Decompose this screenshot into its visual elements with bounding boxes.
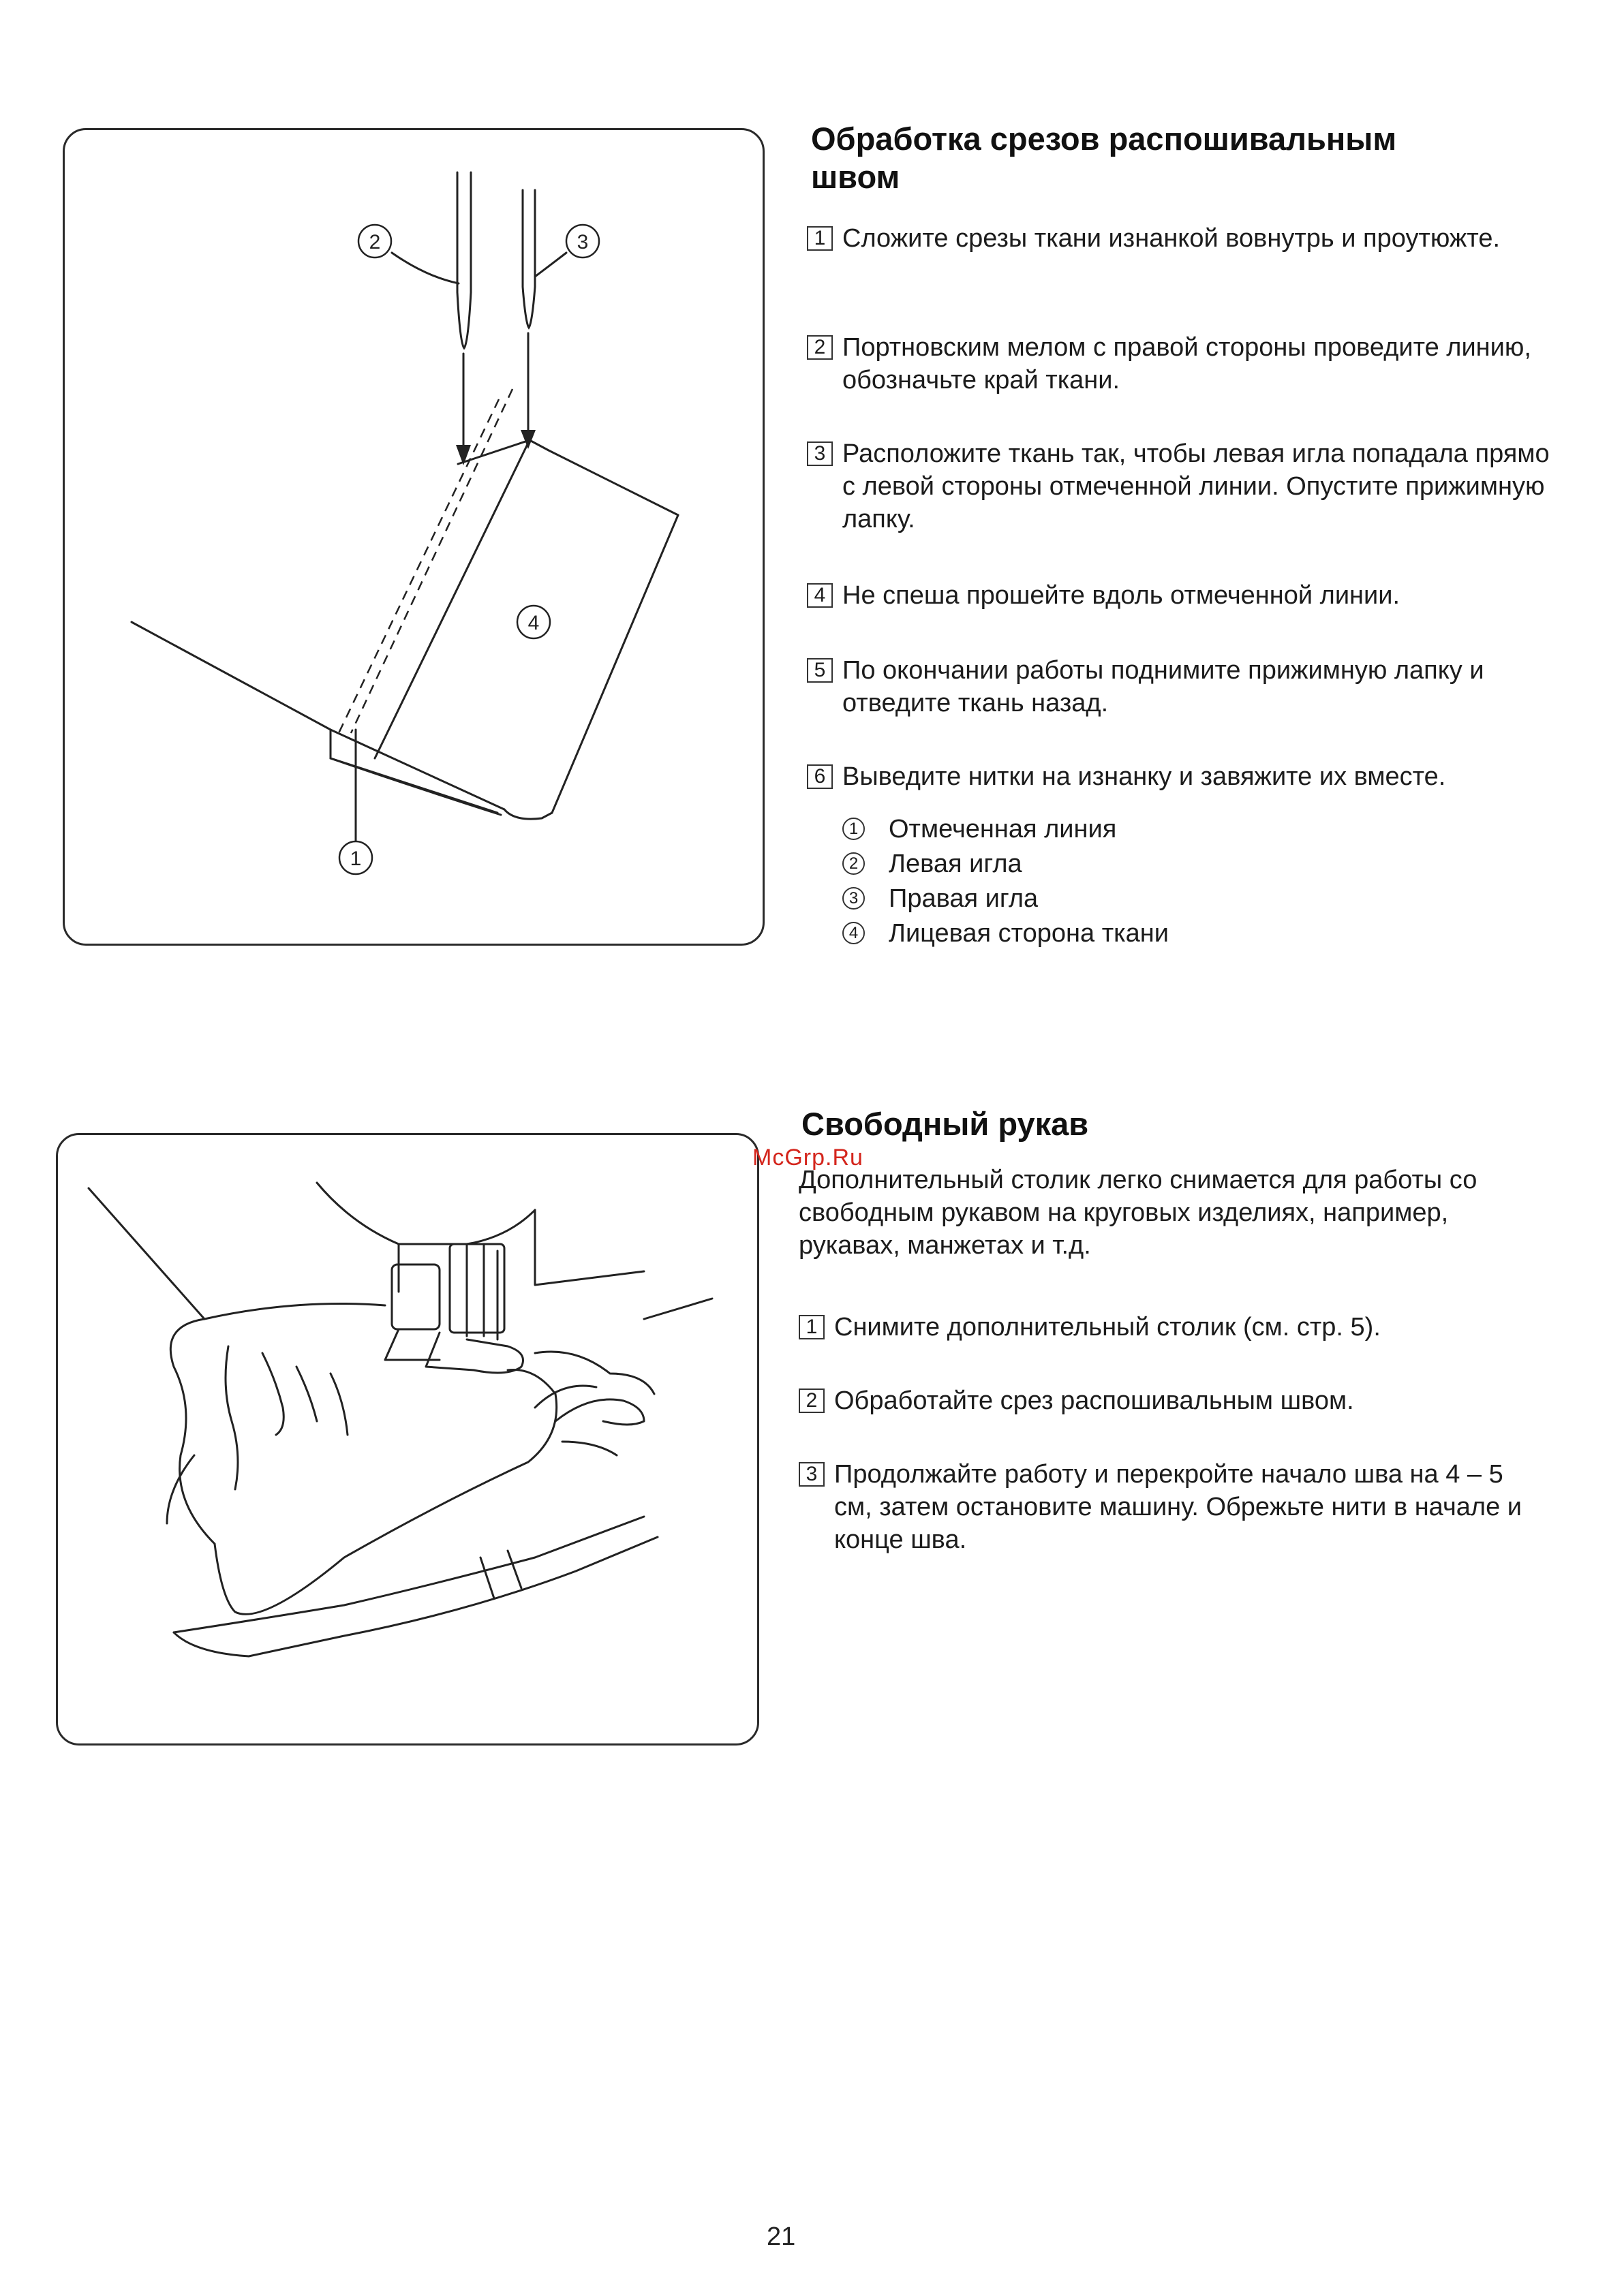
seam-step-1 bbox=[807, 222, 1550, 255]
legend-text: Отмеченная линия bbox=[889, 815, 1117, 843]
step-number-box: 4 bbox=[807, 583, 833, 608]
step-text: Обработайте срез распошивальным швом. bbox=[834, 1386, 1354, 1415]
step-number-box: 1 bbox=[807, 226, 833, 251]
free-arm-step-1 bbox=[799, 1311, 1542, 1344]
step-number-box: 3 bbox=[799, 1462, 825, 1487]
free-arm-intro: Дополнительный столик легко снимается для работы со свободным рукавом на круговых изделиях, например, рукавах, манжетах и т.д. bbox=[799, 1166, 1477, 1260]
step-number-box: 6 bbox=[807, 764, 833, 789]
legend-text: Левая игла bbox=[889, 850, 1022, 878]
section-title-free-arm: Свободный рукав bbox=[801, 1106, 1089, 1142]
figure-free-arm bbox=[56, 1133, 759, 1746]
callout-3: 3 bbox=[577, 231, 589, 253]
step-number-box: 1 bbox=[799, 1315, 825, 1339]
figure-legend bbox=[842, 812, 1169, 951]
free-arm-step-2 bbox=[799, 1384, 1542, 1417]
legend-number: 1 bbox=[842, 818, 865, 840]
watermark: McGrp.Ru bbox=[752, 1145, 863, 1170]
step-text: Выведите нитки на изнанку и завяжите их вместе. bbox=[842, 762, 1446, 791]
legend-item bbox=[842, 847, 1169, 882]
needles-fabric-illustration bbox=[65, 130, 763, 944]
legend-text: Правая игла bbox=[889, 884, 1039, 913]
step-text: Снимите дополнительный столик (см. стр. 5). bbox=[834, 1313, 1381, 1341]
legend-item bbox=[842, 882, 1169, 916]
legend-number: 4 bbox=[842, 922, 865, 944]
section-title-seam: Обработка срезов распошивальным швом bbox=[811, 121, 1397, 195]
step-text: Продолжайте работу и перекройте начало шва на 4 – 5 см, затем остановите машину. Обрежьте нити в начале и конце шва. bbox=[834, 1460, 1522, 1554]
seam-step-6 bbox=[807, 760, 1550, 793]
callout-1: 1 bbox=[350, 848, 362, 870]
seam-step-2 bbox=[807, 331, 1550, 397]
legend-number: 3 bbox=[842, 887, 865, 910]
step-number-box: 3 bbox=[807, 441, 833, 466]
step-text: Сложите срезы ткани изнанкой вовнутрь и проутюжте. bbox=[842, 224, 1501, 253]
legend-number: 2 bbox=[842, 852, 865, 875]
free-arm-illustration bbox=[58, 1135, 757, 1743]
left-needle bbox=[457, 172, 471, 348]
legend-item bbox=[842, 916, 1169, 951]
legend-text: Лицевая сторона ткани bbox=[889, 919, 1169, 948]
step-text: Не спеша прошейте вдоль отмеченной линии. bbox=[842, 581, 1400, 610]
step-text: Портновским мелом с правой стороны проведите линию, обозначьте край ткани. bbox=[842, 333, 1531, 394]
step-number-box: 2 bbox=[799, 1389, 825, 1413]
step-text: Расположите ткань так, чтобы левая игла попадала прямо с левой стороны отмеченной линии. Опустите прижимную лапку. bbox=[842, 439, 1550, 533]
step-number-box: 2 bbox=[807, 335, 833, 360]
callout-2: 2 bbox=[369, 231, 381, 253]
seam-step-5 bbox=[807, 654, 1550, 719]
step-text: По окончании работы поднимите прижимную лапку и отведите ткань назад. bbox=[842, 656, 1484, 717]
step-number-box: 5 bbox=[807, 658, 833, 683]
seam-step-3 bbox=[807, 437, 1550, 536]
seam-step-4 bbox=[807, 579, 1550, 612]
right-needle bbox=[523, 190, 535, 328]
figure-needles-fabric bbox=[63, 128, 765, 946]
page-number: 21 bbox=[767, 2222, 796, 2251]
legend-item bbox=[842, 812, 1169, 847]
free-arm-step-3 bbox=[799, 1458, 1542, 1556]
callout-4: 4 bbox=[527, 612, 540, 634]
